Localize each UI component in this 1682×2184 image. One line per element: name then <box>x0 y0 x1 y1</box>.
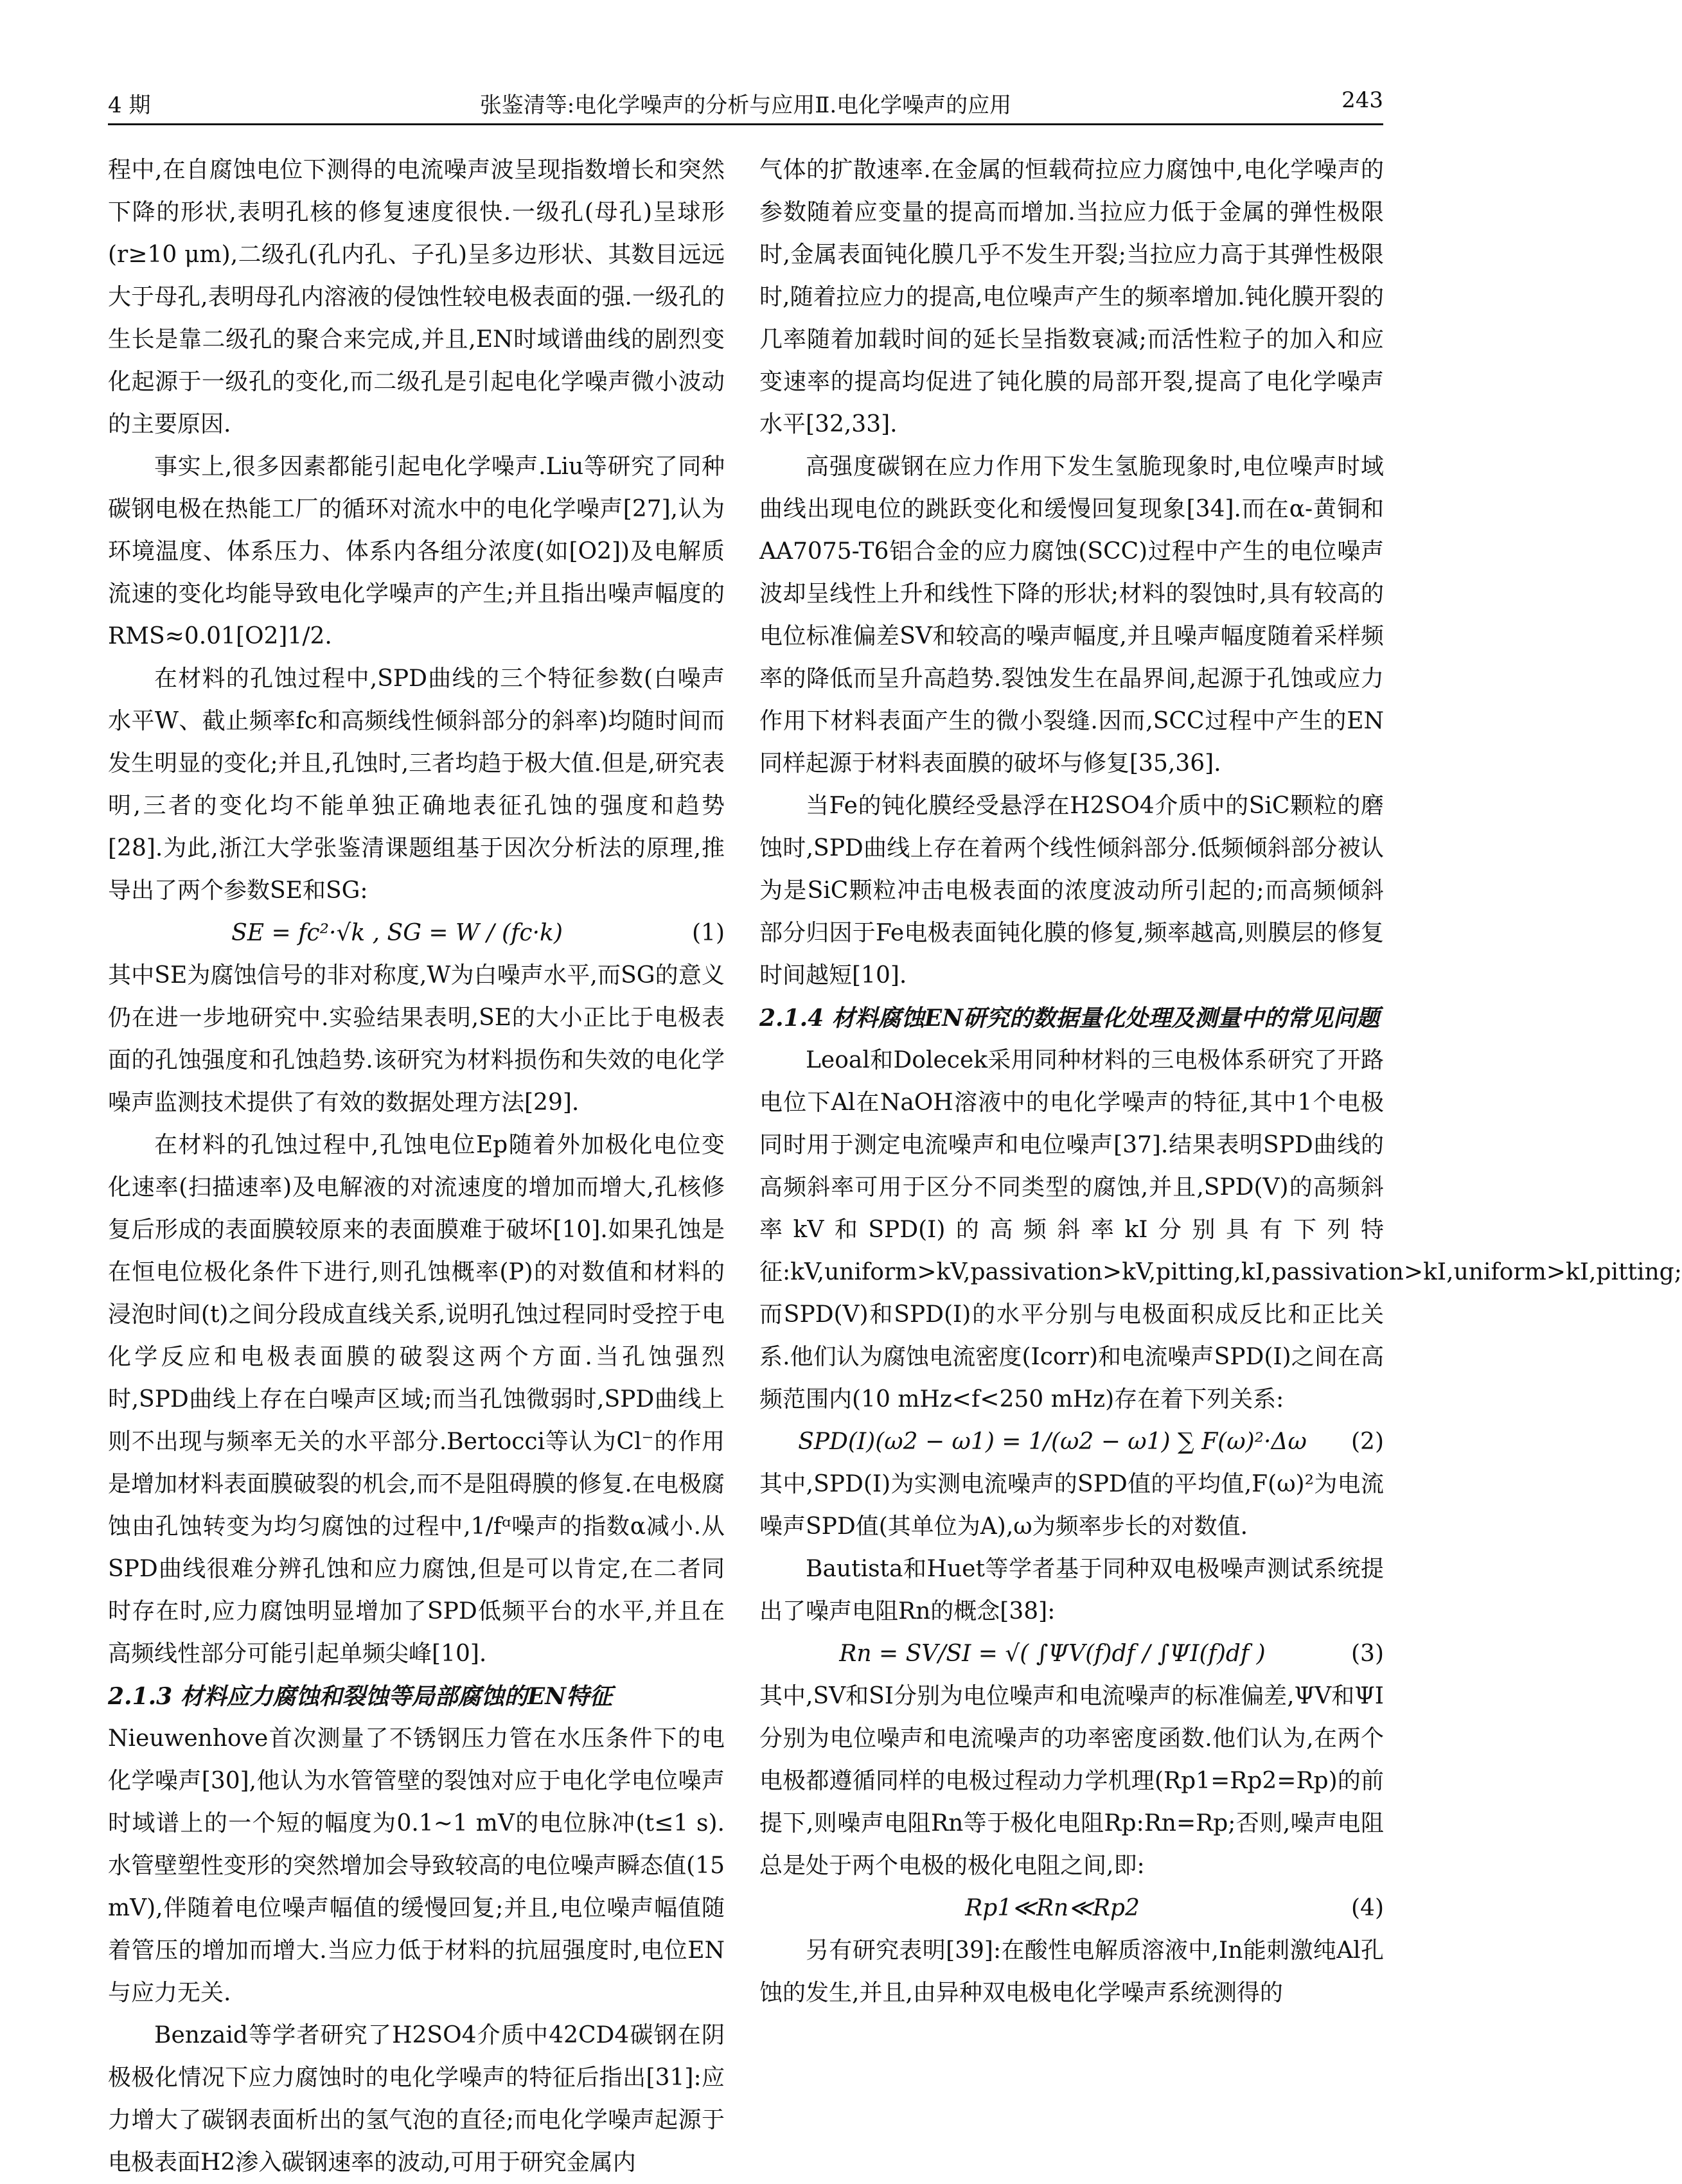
equation-2 <box>759 1421 1384 1463</box>
paragraph: 气体的扩散速率.在金属的恒载荷拉应力腐蚀中,电化学噪声的参数随着应变量的提高而增加.当拉应力低于金属的弹性极限时,金属表面钝化膜几乎不发生开裂;当拉应力高于其弹性极限时,随着拉应力的提高,电位噪声产生的频率增加.钝化膜开裂的几率随着加载时间的延长呈指数衰减;而活性粒子的加入和应变速率的提高均促进了钝化膜的局部开裂,提高了电化学噪声水平[32,33]. <box>759 157 1384 437</box>
paragraph: 其中,SPD(I)为实测电流噪声的SPD值的平均值,F(ω)²为电流噪声SPD值(其单位为A),ω为频率步长的对数值. <box>759 1471 1384 1540</box>
paragraph: Leoal和Dolecek采用同种材料的三电极体系研究了开路电位下Al在NaOH溶液中的电化学噪声的特征,其中1个电极同时用于测定电流噪声和电位噪声[37].结果表明SPD曲线的高频斜率可用于区分不同类型的腐蚀,并且,SPD(V)的高频斜率kV和SPD(I)的高频斜率kI分别具有下列特征:kV,uniform>kV,passivation>kV,pitting,kI,passivation>kI,uniform>kI,pitting;而SPD(V)和SPD(I)的水平分别与电极面积成反比和正比关系.他们认为腐蚀电流密度(Icorr)和电流噪声SPD(I)之间在高频范围内(10 mHz<f<250 mHz)存在着下列关系: <box>759 1047 1682 1413</box>
right-column <box>759 149 1682 2014</box>
paragraph: 高强度碳钢在应力作用下发生氢脆现象时,电位噪声时域曲线出现电位的跳跃变化和缓慢回复现象[34].而在α-黄铜和AA7075-T6铝合金的应力腐蚀(SCC)过程中产生的电位噪声波却呈线性上升和线性下降的形状;材料的裂蚀时,具有较高的电位标准偏差SV和较高的噪声幅度,并且噪声幅度随着采样频率的降低而呈升高趋势.裂蚀发生在晶界间,起源于孔蚀或应力作用下材料表面产生的微小裂缝.因而,SCC过程中产生的EN同样起源于材料表面膜的破坏与修复[35,36]. <box>759 454 1384 777</box>
equation-1 <box>108 912 725 955</box>
page-number: 243 <box>1341 87 1383 113</box>
section-heading: 2.1.4 材料腐蚀EN研究的数据量化处理及测量中的常见问题 <box>759 1005 1380 1032</box>
paragraph: 事实上,很多因素都能引起电化学噪声.Liu等研究了同种碳钢电极在热能工厂的循环对流水中的电化学噪声[27],认为环境温度、体系压力、体系内各组分浓度(如[O2])及电解质流速的变化均能导致电化学噪声的产生;并且指出噪声幅度的RMS≈0.01[O2]1/2. <box>108 454 725 649</box>
paragraph: Nieuwenhove首次测量了不锈钢压力管在水压条件下的电化学噪声[30],他认为水管管壁的裂蚀对应于电化学电位噪声时域谱上的一个短的幅度为0.1~1 mV的电位脉冲(t≤1 s).水管壁塑性变形的突然增加会导致较高的电位噪声瞬态值(15 mV),伴随着电位噪声幅值的缓慢回复;并且,电位噪声幅值随着管压的增加而增大.当应力低于材料的抗屈强度时,电位EN与应力无关. <box>108 1725 725 2006</box>
paragraph: 在材料的孔蚀过程中,孔蚀电位Ep随着外加极化电位变化速率(扫描速率)及电解液的对流速度的增加而增大,孔核修复后形成的表面膜较原来的表面膜难于破坏[10].如果孔蚀是在恒电位极化条件下进行,则孔蚀概率(P)的对数值和材料的浸泡时间(t)之间分段成直线关系,说明孔蚀过程同时受控于电化学反应和电极表面膜的破裂这两个方面.当孔蚀强烈时,SPD曲线上存在白噪声区域;而当孔蚀微弱时,SPD曲线上则不出现与频率无关的水平部分.Bertocci等认为Cl⁻的作用是增加材料表面膜破裂的机会,而不是阻碍膜的修复.在电极腐蚀由孔蚀转变为均匀腐蚀的过程中,1/fᵅ噪声的指数α减小.从SPD曲线很难分辨孔蚀和应力腐蚀,但是可以肯定,在二者同时存在时,应力腐蚀明显增加了SPD低频平台的水平,并且在高频线性部分可能引起单频尖峰[10]. <box>108 1132 725 1667</box>
paragraph: 另有研究表明[39]:在酸性电解质溶液中,In能刺激纯Al孔蚀的发生,并且,由异种双电极电化学噪声系统测得的 <box>759 1937 1384 2006</box>
equation-formula: Rn = SV/SI = √( ∫ΨV(f)df / ∫ΨI(f)df ) <box>839 1641 1266 1667</box>
running-title: 张鉴清等:电化学噪声的分析与应用Ⅱ.电化学噪声的应用 <box>479 92 1012 118</box>
section-heading: 2.1.3 材料应力腐蚀和裂蚀等局部腐蚀的EN特征 <box>108 1683 613 1710</box>
equation-4 <box>759 1887 1384 1930</box>
running-header <box>108 82 1383 125</box>
equation-number: (1) <box>692 920 725 946</box>
left-column <box>108 149 725 2184</box>
paragraph: 其中SE为腐蚀信号的非对称度,W为白噪声水平,而SG的意义仍在进一步地研究中.实验结果表明,SE的大小正比于电极表面的孔蚀强度和孔蚀趋势.该研究为材料损伤和失效的电化学噪声监测技术提供了有效的数据处理方法[29]. <box>108 962 725 1116</box>
paragraph: 当Fe的钝化膜经受悬浮在H2SO4介质中的SiC颗粒的磨蚀时,SPD曲线上存在着两个线性倾斜部分.低频倾斜部分被认为是SiC颗粒冲击电极表面的浓度波动所引起的;而高频倾斜部分归因于Fe电极表面钝化膜的修复,频率越高,则膜层的修复时间越短[10]. <box>759 793 1384 989</box>
paragraph: Benzaid等学者研究了H2SO4介质中42CD4碳钢在阴极极化情况下应力腐蚀时的电化学噪声的特征后指出[31]:应力增大了碳钢表面析出的氢气泡的直径;而电化学噪声起源于电极表面H2渗入碳钢速率的波动,可用于研究金属内 <box>108 2022 725 2176</box>
paragraph: 程中,在自腐蚀电位下测得的电流噪声波呈现指数增长和突然下降的形状,表明孔核的修复速度很快.一级孔(母孔)呈球形(r≥10 μm),二级孔(孔内孔、子孔)呈多边形状、其数目远远大于母孔,表明母孔内溶液的侵蚀性较电极表面的强.一级孔的生长是靠二级孔的聚合来完成,并且,EN时域谱曲线的剧烈变化起源于一级孔的变化,而二级孔是引起电化学噪声微小波动的主要原因. <box>108 157 725 437</box>
paragraph: 在材料的孔蚀过程中,SPD曲线的三个特征参数(白噪声水平W、截止频率fc和高频线性倾斜部分的斜率)均随时间而发生明显的变化;并且,孔蚀时,三者均趋于极大值.但是,研究表明,三者的变化均不能单独正确地表征孔蚀的强度和趋势[28].为此,浙江大学张鉴清课题组基于因次分析法的原理,推导出了两个参数SE和SG: <box>108 665 725 904</box>
equation-3 <box>759 1633 1384 1675</box>
equation-formula: SPD(I)(ω2 − ω1) = 1/(ω2 − ω1) ∑ F(ω)²·Δω <box>798 1429 1307 1455</box>
equation-formula: SE = fc²·√k , SG = W / (fc·k) <box>231 920 563 946</box>
paragraph: 其中,SV和SI分别为电位噪声和电流噪声的标准偏差,ΨV和ΨI分别为电位噪声和电流噪声的功率密度函数.他们认为,在两个电极都遵循同样的电极过程动力学机理(Rp1=Rp2=Rp)的前提下,则噪声电阻Rn等于极化电阻Rp:Rn=Rp;否则,噪声电阻总是处于两个电极的极化电阻之间,即: <box>759 1683 1384 1879</box>
equation-formula: Rp1≪Rn≪Rp2 <box>965 1895 1140 1921</box>
equation-number: (2) <box>1351 1429 1384 1455</box>
paragraph: Bautista和Huet等学者基于同种双电极噪声测试系统提出了噪声电阻Rn的概念[38]: <box>759 1556 1384 1625</box>
equation-number: (3) <box>1351 1641 1384 1667</box>
equation-number: (4) <box>1351 1895 1384 1921</box>
issue-number: 4 期 <box>108 92 151 118</box>
